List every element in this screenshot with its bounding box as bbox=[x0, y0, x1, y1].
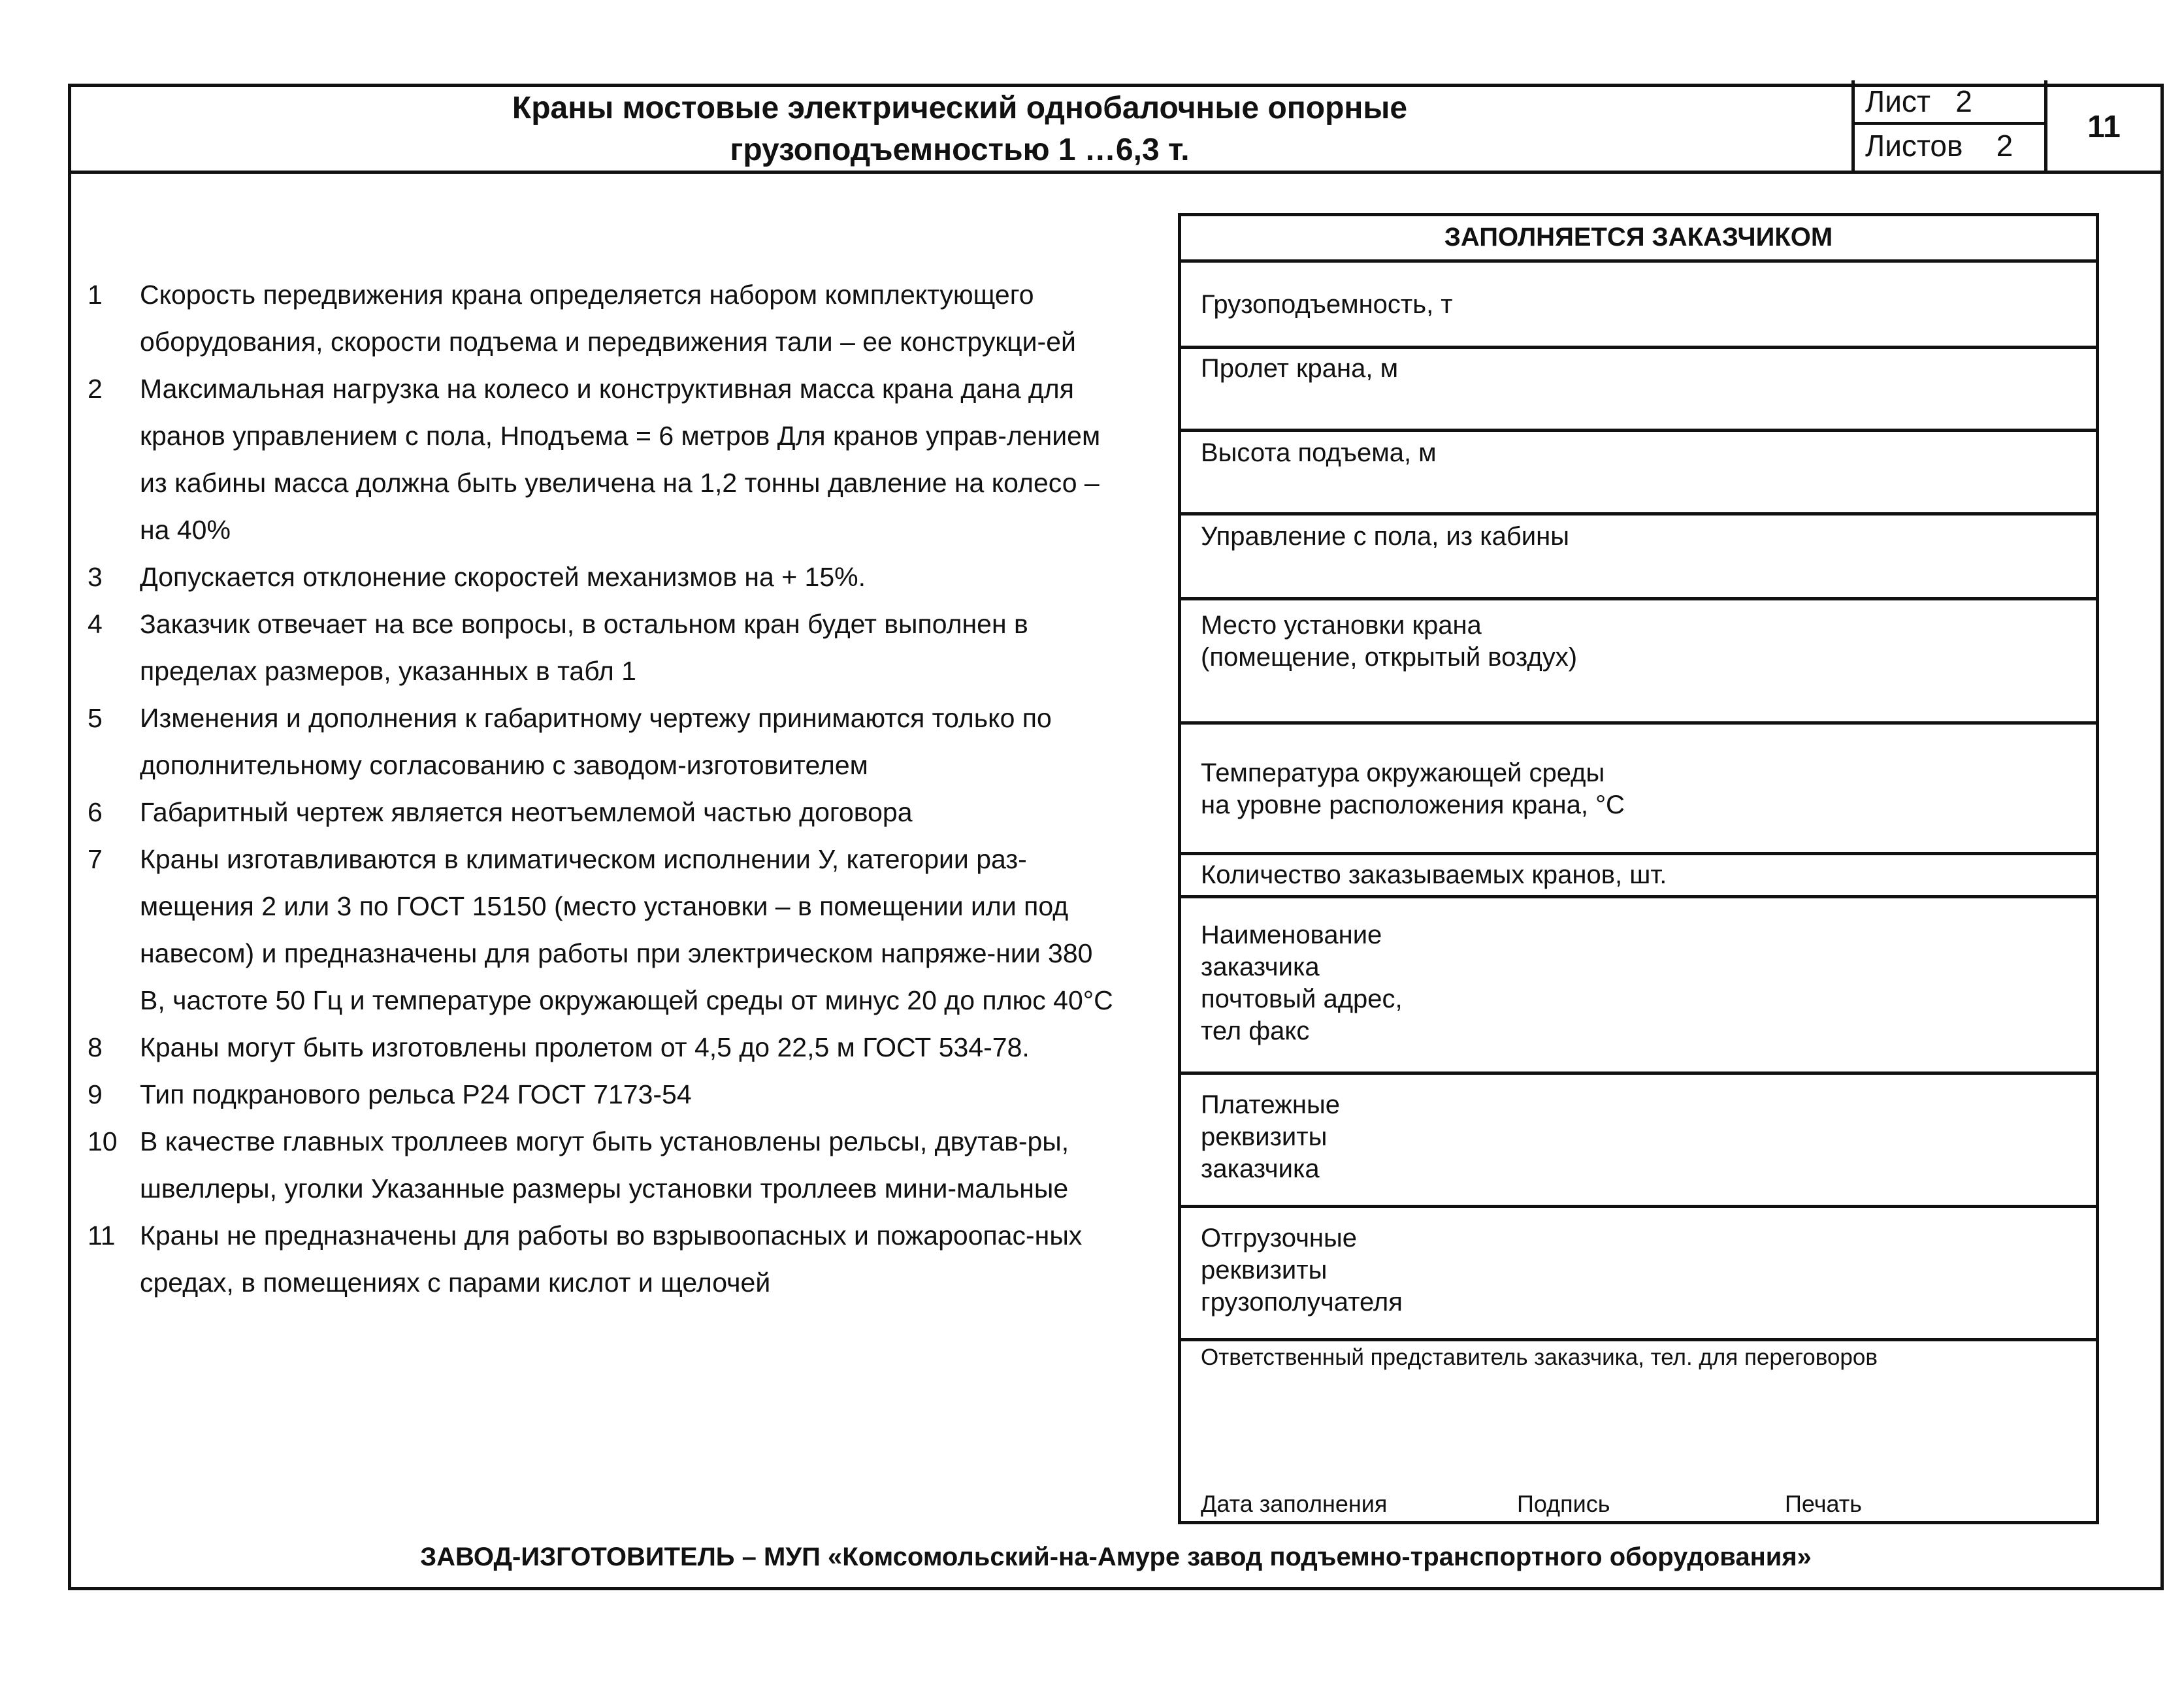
field-shipping-details[interactable] bbox=[1181, 1208, 2096, 1341]
field-span[interactable] bbox=[1181, 349, 2096, 432]
note-number: 2 bbox=[88, 374, 103, 404]
manufacturer-footer: ЗАВОД-ИЗГОТОВИТЕЛЬ – МУП «Комсомольский-на-Амуре завод подъемно-транспортного оборудования» bbox=[420, 1543, 1812, 1571]
sheet-info-box bbox=[1851, 80, 2047, 171]
field-label: Пролет крана, м bbox=[1201, 354, 1399, 383]
signature-label: Подпись bbox=[1517, 1490, 1610, 1517]
note-text: В качестве главных троллеев могут быть установлены рельсы, двутав-ры, швеллеры, уголки Указанные размеры установки троллеев мини-мальные bbox=[140, 1126, 1069, 1203]
field-label: Место установки крана (помещение, открытый воздух) bbox=[1201, 611, 1578, 672]
note-number: 6 bbox=[88, 797, 103, 827]
note-item bbox=[85, 1212, 1117, 1306]
field-customer-name[interactable] bbox=[1181, 898, 2096, 1075]
sheet-label: Лист 2 bbox=[1865, 84, 1972, 118]
field-label: Управление с пола, из кабины bbox=[1201, 522, 1569, 551]
page-number: 11 bbox=[2087, 110, 2121, 144]
field-label: Грузоподъемность, т bbox=[1201, 290, 1453, 319]
field-label: Температура окружающей среды на уровне расположения крана, °С bbox=[1201, 759, 1625, 819]
note-number: 4 bbox=[88, 609, 103, 639]
note-number: 11 bbox=[88, 1220, 116, 1251]
title-line-2: грузоподъемностью 1 …6,3 т. bbox=[730, 133, 1190, 167]
title-block bbox=[68, 84, 2164, 174]
field-label: Отгрузочные реквизиты грузополучателя bbox=[1201, 1224, 1403, 1317]
field-representative[interactable] bbox=[1181, 1341, 2096, 1518]
note-number: 10 bbox=[88, 1126, 118, 1156]
note-text: Скорость передвижения крана определяется набором комплектующего оборудования, скорости подъема и передвижения тали – ее конструкци-ей bbox=[140, 280, 1076, 357]
note-item bbox=[85, 789, 1117, 836]
fill-date-label: Дата заполнения bbox=[1201, 1490, 1388, 1517]
note-text: Допускается отклонение скоростей механизмов на + 15%. bbox=[140, 562, 866, 592]
title-line-1: Краны мостовые электрический однобалочные опорные bbox=[512, 91, 1408, 125]
note-item bbox=[85, 365, 1117, 553]
customer-form bbox=[1178, 213, 2099, 1524]
stamp-label: Печать bbox=[1785, 1490, 1862, 1517]
note-text: Краны изготавливаются в климатическом исполнении У, категории раз-мещения 2 или 3 по ГОСТ 15150 (место установки – в помещении или под навесом) и предназначены для работы при электрическом напряже-нии 380 В, частоте 50 Гц и температуре окружающей среды от минус 20 до плюс 40°С bbox=[140, 844, 1113, 1015]
field-label: Количество заказываемых кранов, шт. bbox=[1201, 860, 1667, 889]
note-text: Изменения и дополнения к габаритному чертежу принимаются только по дополнительному согласованию с заводом-изготовителем bbox=[140, 703, 1052, 780]
form-heading: ЗАПОЛНЯЕТСЯ ЗАКАЗЧИКОМ bbox=[1181, 216, 2096, 263]
note-item bbox=[85, 600, 1117, 695]
field-installation-place[interactable] bbox=[1181, 600, 2096, 725]
note-text: Максимальная нагрузка на колесо и конструктивная масса крана дана для кранов управлением с пола, Hподъема = 6 метров Для кранов управ-лением из кабины масса должна быть увеличена на 1,2 тонны давление на колесо – на 40% bbox=[140, 374, 1101, 545]
note-number: 5 bbox=[88, 703, 103, 733]
field-quantity[interactable] bbox=[1181, 855, 2096, 898]
note-number: 7 bbox=[88, 844, 103, 874]
sheets-count-label: Листов 2 bbox=[1855, 122, 2044, 167]
field-payment-details[interactable] bbox=[1181, 1075, 2096, 1208]
note-item bbox=[85, 553, 1117, 600]
note-item bbox=[85, 1071, 1117, 1118]
note-item bbox=[85, 271, 1117, 365]
note-item bbox=[85, 1024, 1117, 1071]
field-capacity[interactable] bbox=[1181, 263, 2096, 349]
note-item bbox=[85, 695, 1117, 789]
document-title bbox=[68, 88, 1851, 171]
field-label: Платежные реквизиты заказчика bbox=[1201, 1090, 1340, 1183]
note-number: 1 bbox=[88, 280, 103, 310]
notes-list bbox=[85, 271, 1117, 1306]
field-label: Высота подъема, м bbox=[1201, 438, 1437, 467]
note-item bbox=[85, 836, 1117, 1024]
note-text: Краны могут быть изготовлены пролетом от 4,5 до 22,5 м ГОСТ 534-78. bbox=[140, 1032, 1030, 1062]
note-number: 3 bbox=[88, 562, 103, 592]
field-lift-height[interactable] bbox=[1181, 432, 2096, 515]
field-control[interactable] bbox=[1181, 515, 2096, 600]
note-text: Краны не предназначены для работы во взрывоопасных и пожароопас-ных средах, в помещениях с парами кислот и щелочей bbox=[140, 1220, 1083, 1298]
note-text: Габаритный чертеж является неотъемлемой частью договора bbox=[140, 797, 913, 827]
note-number: 8 bbox=[88, 1032, 103, 1062]
note-item bbox=[85, 1118, 1117, 1212]
field-label: Наименование заказчика почтовый адрес, тел факс bbox=[1201, 921, 1403, 1045]
note-number: 9 bbox=[88, 1079, 103, 1109]
field-label: Ответственный представитель заказчика, тел. для переговоров bbox=[1201, 1345, 1878, 1370]
field-ambient-temperature[interactable] bbox=[1181, 725, 2096, 855]
note-text: Заказчик отвечает на все вопросы, в остальном кран будет выполнен в пределах размеров, указанных в табл 1 bbox=[140, 609, 1028, 686]
note-text: Тип подкранового рельса Р24 ГОСТ 7173-54 bbox=[140, 1079, 692, 1109]
